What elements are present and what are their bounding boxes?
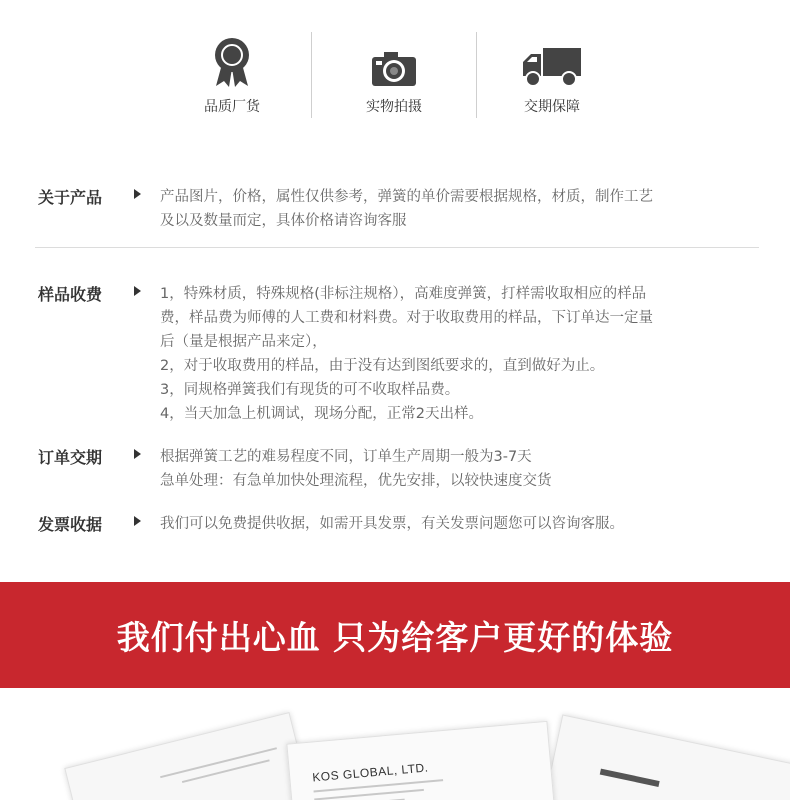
feature-quality-label: 品质厂货 — [204, 99, 260, 115]
card-company-name: KOS GLOBAL, LTD. — [311, 760, 430, 785]
section-title: 发票收据 — [38, 515, 103, 534]
text-line: 我们可以免费提供收据，如需开具发票，有关发票问题您可以咨询客服。 — [160, 516, 624, 532]
text-line: 3，同规格弹簧我们有现货的可不收取样品费。 — [160, 382, 460, 398]
text-line: 及以及数量而定，具体价格请咨询客服 — [160, 213, 407, 229]
card-text-line — [182, 759, 270, 783]
arrow-right-icon — [134, 516, 141, 526]
text-line: 后（量是根据产品来定）， — [160, 334, 327, 350]
feature-delivery-label: 交期保障 — [524, 99, 580, 115]
banner-text: 我们付出心血 只为给客户更好的体验 — [116, 617, 674, 657]
text-line: 产品图片，价格，属性仅供参考，弹簧的单价需要根据规格，材质，制作工艺 — [160, 189, 653, 205]
business-card-center — [286, 721, 559, 800]
section-title: 订单交期 — [38, 448, 103, 467]
feature-photo — [314, 38, 474, 116]
business-card-right — [533, 714, 790, 800]
feature-delivery — [472, 38, 632, 116]
section-text — [160, 512, 760, 536]
feature-quality — [152, 38, 312, 116]
divider — [35, 247, 759, 248]
business-cards-image — [0, 688, 790, 800]
ribbon-badge-icon — [152, 38, 312, 88]
section-title: 样品收费 — [38, 285, 103, 304]
text-line: 急单处理：有急单加快处理流程，优先安排，以较快速度交货 — [160, 473, 552, 489]
arrow-right-icon — [134, 189, 141, 199]
arrow-right-icon — [134, 286, 141, 296]
section-title: 关于产品 — [38, 188, 103, 207]
card-logo — [600, 769, 660, 787]
section-order-lead-time — [38, 445, 760, 495]
divider — [311, 32, 312, 118]
business-card-left — [64, 712, 323, 800]
text-line: 2，对于收取费用的样品，由于没有达到图纸要求的，直到做好为止。 — [160, 358, 605, 374]
section-text — [160, 282, 760, 426]
text-line: 1，特殊材质，特殊规格(非标注规格），高难度弹簧，打样需收取相应的样品 — [160, 286, 647, 302]
section-invoice — [38, 512, 760, 538]
section-sample-fee — [38, 282, 760, 430]
section-text — [160, 445, 760, 493]
feature-photo-label: 实物拍摄 — [366, 99, 422, 115]
text-line: 4，当天加急上机调试，现场分配，正常2天出样。 — [160, 406, 483, 422]
camera-icon — [314, 38, 474, 88]
text-line: 费，样品费为师傅的人工费和材料费。对于收取费用的样品，下订单达一定量 — [160, 310, 653, 326]
truck-icon — [472, 38, 632, 88]
section-about-product — [38, 185, 760, 235]
feature-strip — [0, 0, 790, 150]
arrow-right-icon — [134, 449, 141, 459]
text-line: 根据弹簧工艺的难易程度不同，订单生产周期一般为3-7天 — [160, 449, 532, 465]
slogan-banner — [0, 582, 790, 688]
section-text — [160, 185, 760, 233]
